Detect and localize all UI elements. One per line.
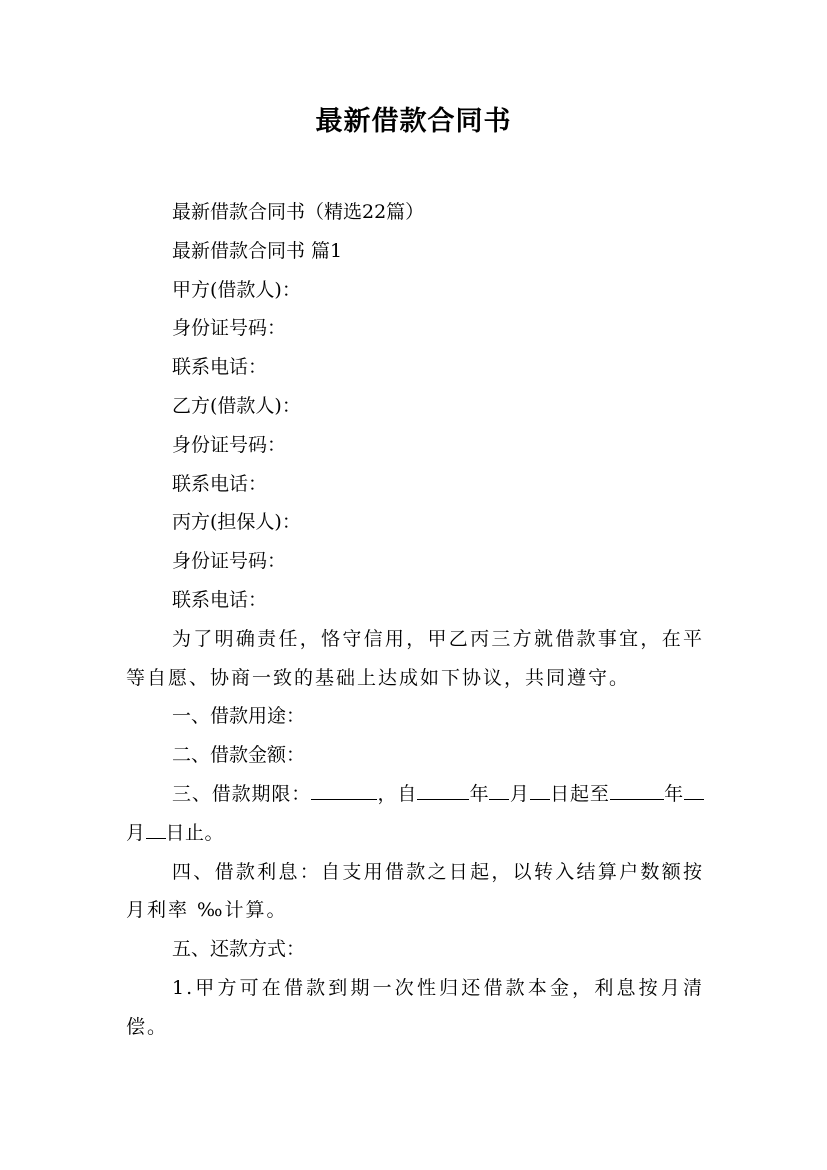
clause-purpose: 一、借款用途： [172,705,306,728]
clause-term-month2: 月 [126,821,146,844]
clause-term-year2: 年 [663,782,684,805]
document-title: 最新借款合同书 [315,106,512,137]
clause-interest: 四、借款利息：自支用借款之日起，以转入结算户数额按月利率 ‰计算。 [126,860,704,922]
clause-term-day-until: 日起至 [549,782,610,805]
party-a-label: 甲方(借款人)： [172,278,301,301]
clause-term-prefix: 三、借款期限： [172,782,312,805]
end-month-blank [684,781,704,800]
clause-term-month: 月 [509,782,530,805]
intro-paragraph: 为了明确责任，恪守信用，甲乙丙三方就借款事宜，在平等自愿、协商一致的基础上达成如下协议，共同遵守。 [126,627,704,689]
section-heading: 最新借款合同书 篇1 [172,239,343,262]
clause-amount: 二、借款金额： [172,744,306,767]
clause-repayment-1: 1.甲方可在借款到期一次性归还借款本金，利息按月清偿。 [126,976,704,1038]
party-a-phone-label: 联系电话： [172,356,268,379]
clause-term-from: ，自 [377,782,418,805]
party-c-phone-label: 联系电话： [172,588,268,611]
end-year-blank [610,781,664,800]
clause-term [126,775,704,853]
start-month-blank [489,781,509,800]
document-body [126,193,704,1047]
clause-term-end: 日止。 [165,821,225,844]
party-b-phone-label: 联系电话： [172,472,268,495]
clause-repayment: 五、还款方式： [172,938,306,961]
term-length-blank [311,781,377,800]
clause-term-year: 年 [469,782,490,805]
party-c-id-label: 身份证号码： [172,550,287,573]
start-day-blank [530,781,550,800]
end-day-blank [146,820,166,839]
party-b-id-label: 身份证号码： [172,433,287,456]
start-year-blank [417,781,469,800]
party-a-id-label: 身份证号码： [172,317,287,340]
document-subtitle: 最新借款合同书（精选22篇） [172,201,425,223]
party-c-label: 丙方(担保人)： [172,511,301,534]
party-b-label: 乙方(借款人)： [172,394,301,417]
